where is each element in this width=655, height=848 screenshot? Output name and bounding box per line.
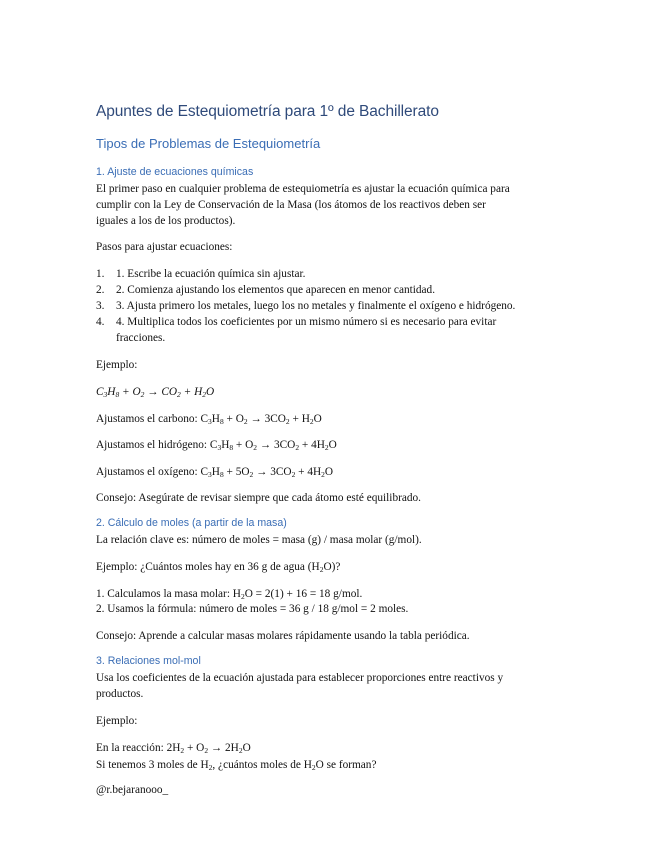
s1-intro-line: iguales a los de los productos).	[96, 215, 236, 227]
list-text: 4. Multiplica todos los coeficientes por un mismo número si es necesario para evitar	[116, 316, 497, 328]
s3-intro-line: productos.	[96, 688, 144, 700]
list-item	[96, 298, 566, 314]
s2-step-1: 1. Calculamos la masa molar: $H_2O = 2(1) + 16 = 18$ g/mol.	[96, 588, 363, 601]
s3-heading: 3. Relaciones mol-mol	[96, 655, 201, 667]
s3-reaction: En la reacción: $2H_2 + O_2 \to 2H_2O$	[96, 742, 251, 755]
s1-intro-line: El primer paso en cualquier problema de estequiometría es ajustar la ecuación química para	[96, 183, 510, 195]
list-number: 4.	[96, 316, 105, 328]
s3-question: Si tenemos 3 moles de $H_2$, ¿cuántos moles de $H_2O$ se forman?	[96, 759, 377, 772]
s2-relation: La relación clave es: número de moles = masa (g) / masa molar (g/mol).	[96, 534, 422, 546]
s2-step-2: 2. Usamos la fórmula: número de moles = 36 g / 18 g/mol = 2 moles.	[96, 603, 409, 615]
carbon-step: Ajustamos el carbono: $C_3H_8 + O_2 \to 3CO_2 + H_2O$	[96, 413, 322, 426]
steps-list	[96, 266, 566, 346]
s2-heading: 2. Cálculo de moles (a partir de la masa)	[96, 517, 287, 529]
list-number: 3.	[96, 300, 105, 312]
list-text: 2. Comienza ajustando los elementos que aparecen en menor cantidad.	[116, 284, 436, 296]
list-text: 1. Escribe la ecuación química sin ajustar.	[116, 268, 306, 280]
hydrogen-step: Ajustamos el hidrógeno: $C_3H_8 + O_2 \to 3CO_2 + 4H_2O$	[96, 439, 337, 452]
steps-label: Pasos para ajustar ecuaciones:	[96, 241, 233, 253]
s1-heading: 1. Ajuste de ecuaciones químicas	[96, 166, 254, 178]
s3-example-label: Ejemplo:	[96, 715, 138, 727]
section-heading: Tipos de Problemas de Estequiometría	[96, 136, 321, 151]
s2-example: Ejemplo: ¿Cuántos moles hay en 36 g de agua $(H_2O)$?	[96, 561, 341, 574]
list-number: 1.	[96, 268, 105, 280]
s1-intro-line: cumplir con la Ley de Conservación de la Masa (los átomos de los reactivos deben ser	[96, 199, 486, 211]
list-item	[96, 314, 566, 346]
signature: @r.bejaranooo_	[96, 784, 169, 796]
list-item	[96, 282, 566, 298]
list-number: 2.	[96, 284, 105, 296]
s2-tip: Consejo: Aprende a calcular masas molares rápidamente usando la tabla periódica.	[96, 630, 470, 642]
unbalanced-equation: $C_3H_8 + O_2 \to CO_2 + H_2O$	[96, 386, 215, 399]
list-item	[96, 266, 566, 282]
s1-intro	[96, 181, 510, 229]
s1-tip: Consejo: Asegúrate de revisar siempre que cada átomo esté equilibrado.	[96, 492, 421, 504]
list-text: fracciones.	[116, 332, 166, 344]
s1-example-label: Ejemplo:	[96, 359, 138, 371]
s3-intro-line: Usa los coeficientes de la ecuación ajustada para establecer proporciones entre reactivos y	[96, 672, 504, 684]
oxygen-step: Ajustamos el oxígeno: $C_3H_8 + 5O_2 \to 3CO_2 + 4H_2O$	[96, 466, 334, 479]
list-text: 3. Ajusta primero los metales, luego los no metales y finalmente el oxígeno e hidrógeno.	[116, 300, 516, 312]
s3-intro	[96, 670, 503, 702]
document-title: Apuntes de Estequiometría para 1º de Bachillerato	[96, 103, 439, 120]
